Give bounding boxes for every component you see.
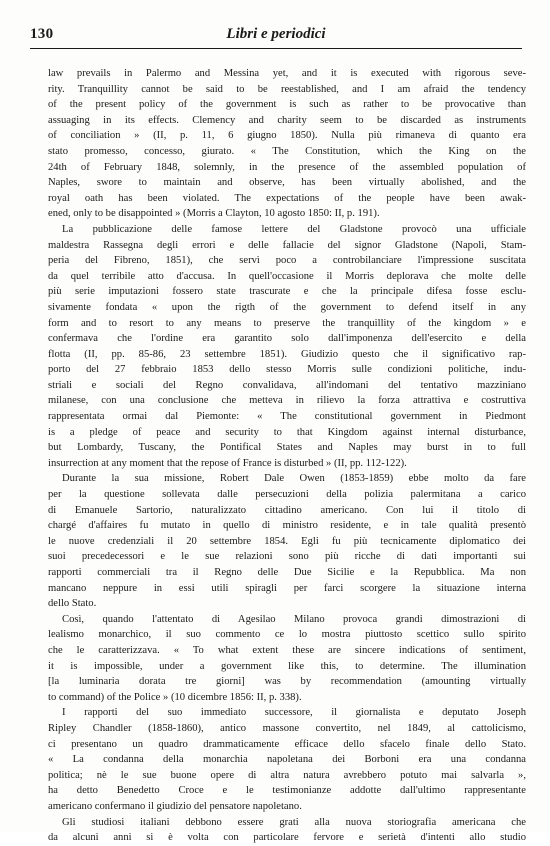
- text-line: le nuove credenziali il 20 settembre 1854. Egli fu più tecnicamente diplomatico dei: [48, 535, 526, 547]
- text-line: dello Stato.: [48, 598, 97, 610]
- text-line: confermava che l'ordine era garantito solo dall'imponenza dell'esercito e della: [48, 333, 526, 345]
- text-line: royal oath has been violated. The expectations of the people have been awak-: [48, 192, 526, 204]
- text-line: rappresentata ormai dal Piemonte: « The constitutional government in Piedmont: [48, 411, 526, 423]
- text-line: to command) of the Police » (10 dicembre 1856: II, p. 338).: [48, 691, 302, 703]
- text-line: mancano neppure in essi utili spiragli per farci scorgere la situazione interna: [48, 582, 526, 594]
- running-title: Libri e periodici: [226, 26, 326, 42]
- text-line: maldestra Rassegna degli errori e delle fallacie del signor Gladstone (Napoli, Stam-: [48, 239, 526, 251]
- page-header: [30, 26, 522, 46]
- text-line: it is impossible, under a government like this, to determine. The illumination: [48, 660, 526, 672]
- text-line: law prevails in Palermo and Messina yet, and it is executed with rigorous seve-: [48, 68, 526, 79]
- text-line: [la luminaria dorata tre giorni] was by recommendation (amounting virtually: [48, 676, 526, 688]
- text-line: ci presentano un quadro drammaticamente efficace dello sfacelo finale dello Stato.: [48, 738, 526, 750]
- text-line: politica; nè le sue buone opere di altra natura avrebbero potuto mai salvarla »,: [48, 769, 526, 781]
- text-line: di Emanuele Sartorio, naturalizzato cittadino americano. Con lui il titolo di: [48, 504, 526, 516]
- text-line: Naples, swore to maintain and observe, has been virtually abolished, and the: [48, 177, 526, 189]
- text-line: chargé d'affaires fu mutato in quello di ministro residente, e in tale qualità presentò: [48, 520, 526, 532]
- text-line: Ripley Chandler (1858-1860), antico massone convertito, nel 1849, al cattolicismo,: [48, 722, 526, 734]
- text-line: peria del Fibreno, 1851), che servì poco a controbilanciare l'impressione suscitata: [48, 255, 526, 267]
- text-line: sivamente fondata « upon the rigth of the government to defend itself in any: [48, 301, 526, 313]
- text-line: 24th of February 1848, solemnly, in the presence of the assembled population of: [48, 161, 526, 173]
- text-line: insurrection at any moment that the repose of France is disturbed » (II, pp. 112-122).: [48, 457, 407, 469]
- text-line: milanese, con una conclusione che metteva in rilievo la forza attrattiva e costruttiva: [48, 395, 526, 407]
- text-line: suoi precedecessori e le sue relazioni sono più ricche di dati importanti sui: [48, 551, 526, 563]
- text-line: La pubblicazione delle famose lettere del Gladstone provocò una ufficiale: [62, 223, 526, 235]
- page-number: 130: [30, 26, 54, 42]
- text-line: americano confermano il giudizio del pensatore napoletano.: [48, 800, 302, 812]
- text-line: ha detto Benedetto Croce e le testimonianze addotte dall'ultimo rappresentante: [48, 785, 526, 797]
- text-line: da quel terribile atto d'accusa. In quell'occasione il Morris deplorava che molte delle: [48, 270, 526, 282]
- text-line: porto del 27 febbraio 1853 dello stesso Morris sulle condizioni politiche, indu-: [48, 364, 526, 376]
- text-line: assuaging in its effects. Clemency and charity seem to be discarded as instruments: [48, 114, 526, 126]
- header-rule: [30, 48, 522, 49]
- text-line: I rapporti del suo immediato successore, il giornalista e deputato Joseph: [62, 707, 526, 719]
- text-line: form and to resort to any means to preserve the tranquillity of the kingdom » e: [48, 317, 526, 329]
- text-line: « La condanna della monarchia napoletana dei Borboni era una condanna: [48, 754, 526, 766]
- text-line: rity. Tranquillity cannot be said to be reestablished, and I am afraid the tendency: [48, 83, 526, 95]
- text-line: più serie imputazioni fossero state trascurate e che la principale difesa fosse esclu-: [48, 286, 526, 298]
- text-line: is a pledge of peace and security to that Kingdom against internal disturbance,: [48, 426, 526, 438]
- text-line: ened, only to be disappointed » (Morris a Clayton, 10 agosto 1850: II, p. 191).: [48, 208, 380, 220]
- text-line: che le caratterizzava. « To what extent these are sincere indications of sentiment,: [48, 644, 526, 656]
- text-line: lealismo monarchico, il suo commento ce lo mostra piuttosto scettico sullo spirito: [48, 629, 526, 641]
- text-line: of conciliation » (II, p. 11, 6 giugno 1850). Nulla più rimaneva di quanto era: [48, 130, 526, 142]
- text-line: but Lombardy, Tuscany, the Pontifical States and Naples may burst in to full: [48, 442, 526, 454]
- text-line: Così, quando l'attentato di Agesilao Milano provoca grandi dimostrazioni di: [62, 613, 526, 625]
- text-line: of the present policy of the government is such as rather to be provocative than: [48, 99, 526, 111]
- text-line: per la questione sollevata dalle persecuzioni della polizia palermitana a carico: [48, 489, 526, 501]
- text-line: Gli studiosi italiani debbono essere grati alla nuova storiografia americana che: [62, 816, 526, 828]
- text-line: striali e sociali del Regno convalidava, all'indomani del tentativo mazziniano: [48, 379, 526, 391]
- text-line: da alcuni anni si è volta con particolare fervore e serietà d'intenti allo studio: [48, 832, 526, 844]
- text-line: stato promesso, concesso, giurato. « The Constitution, which the King on the: [48, 145, 526, 157]
- text-line: Durante la sua missione, Robert Dale Owen (1853-1859) ebbe molto da fare: [62, 473, 526, 485]
- text-line: rapporti commerciali tra il Regno delle Due Sicilie e la Repubblica. Ma non: [48, 567, 526, 578]
- text-line: flotta (II, pp. 85-86, 23 settembre 1851). Giudizio questo che il significativo rap-: [48, 348, 526, 360]
- body-text: [48, 66, 526, 844]
